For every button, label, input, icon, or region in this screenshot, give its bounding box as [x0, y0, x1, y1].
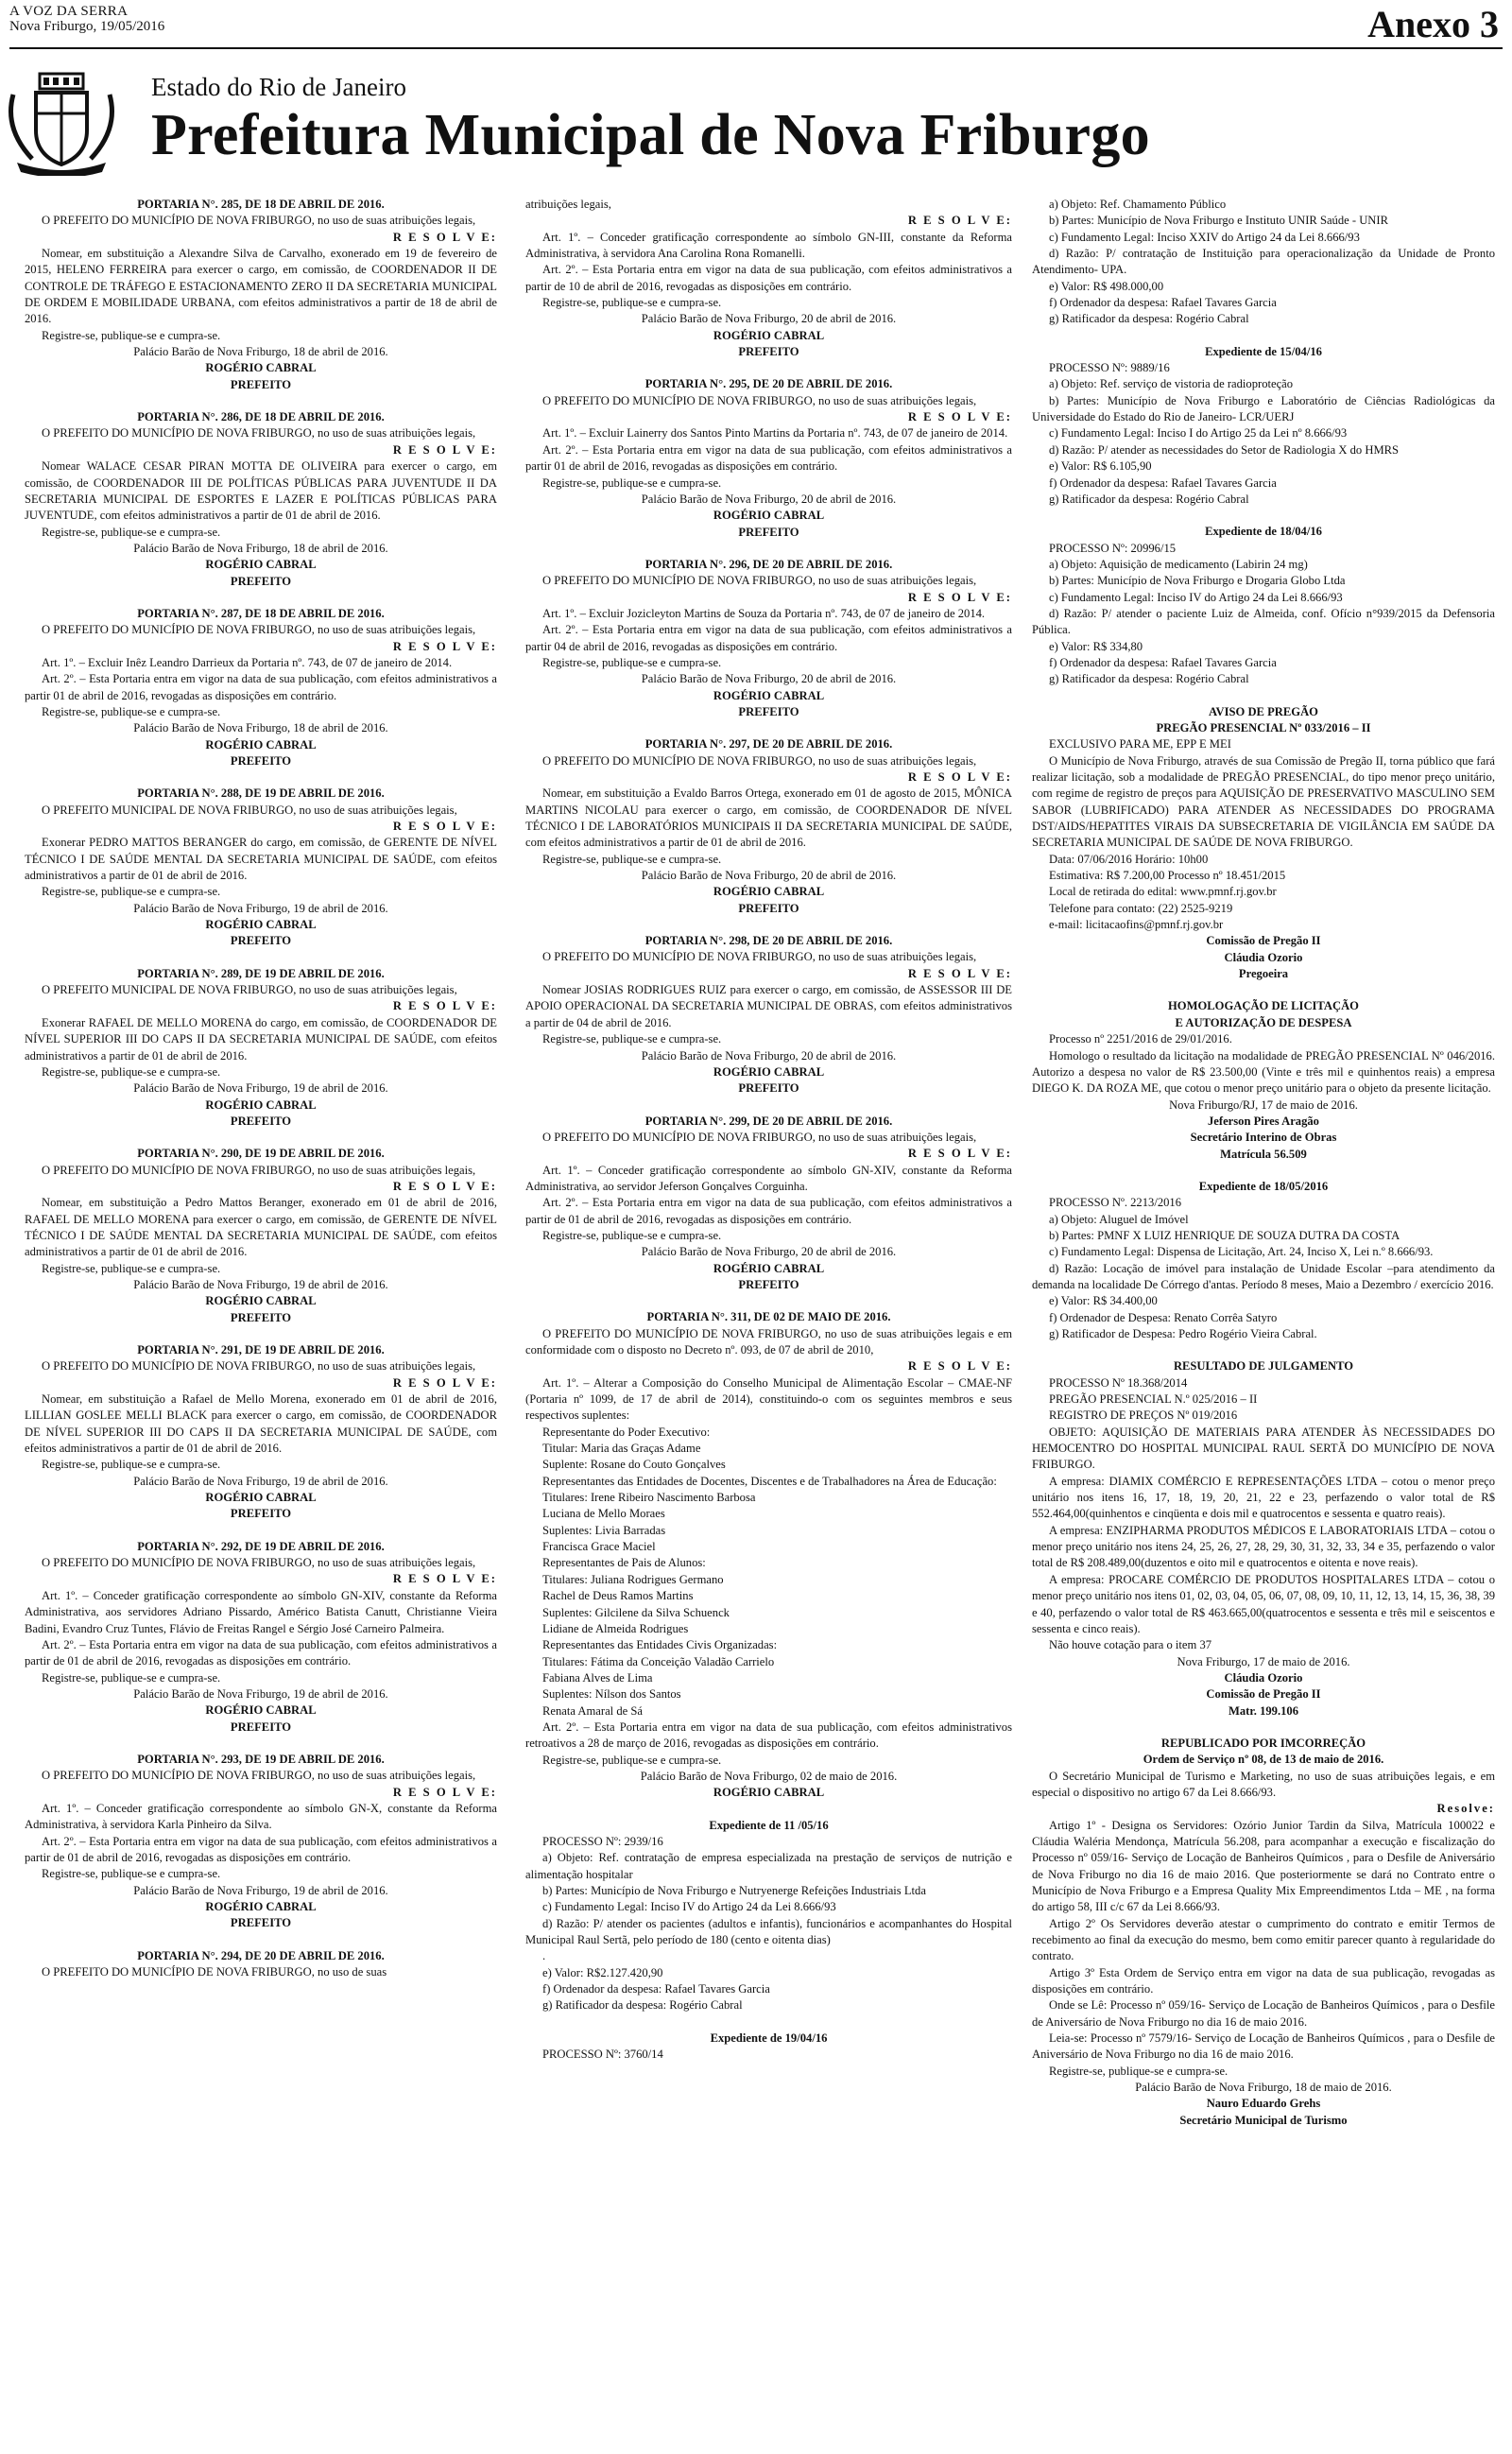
spacer — [525, 360, 1012, 376]
paragraph: O PREFEITO MUNICIPAL DE NOVA FRIBURGO, no uso de suas atribuições legais, — [42, 983, 457, 997]
column-1 — [25, 197, 497, 2450]
signature-line: Palácio Barão de Nova Friburgo, 19 de abril de 2016. — [133, 1883, 388, 1897]
paragraph: Art. 1º. – Conceder gratificação correspondente ao símbolo GN-XIV, constante da Reforma Administrativa, aos servidores Adriano Pissardo, Américo Batista Canutt, Christianne Vieira Badini, Evandro Cruz Tuntes, Flávio de Freitas Rangel e Sérgio José Carneiro Palmeira. — [25, 1588, 497, 1635]
header-rule — [9, 47, 1503, 49]
resolve-label: R E S O L V E: — [907, 1359, 1012, 1374]
paragraph: f) Ordenador da despesa: Rafael Tavares Garcia — [1049, 296, 1277, 310]
section-heading: PORTARIA N°. 295, DE 20 DE ABRIL DE 2016. — [644, 377, 893, 391]
spacer — [525, 720, 1012, 736]
section-heading: ROGÉRIO CABRAL — [713, 885, 825, 899]
paragraph: Art. 1º. – Excluir Jozicleyton Martins de Souza da Portaria nº. 743, de 07 de janeiro de 2014. — [542, 606, 986, 620]
paragraph: a) Objeto: Aluguel de Imóvel — [1049, 1212, 1189, 1226]
section-heading: ROGÉRIO CABRAL — [205, 737, 317, 752]
spacer — [525, 1802, 1012, 1818]
paragraph: Registre-se, publique-se e cumpra-se. — [42, 1261, 221, 1275]
section-heading: PORTARIA N°. 298, DE 20 DE ABRIL DE 2016. — [644, 934, 893, 948]
section-heading: PREFEITO — [230, 1916, 292, 1930]
section-heading: PORTARIA N°. 285, DE 18 DE ABRIL DE 2016. — [137, 198, 385, 211]
signature-line: Palácio Barão de Nova Friburgo, 19 de abril de 2016. — [133, 1081, 388, 1096]
signature-line: Palácio Barão de Nova Friburgo, 20 de abril de 2016. — [641, 869, 897, 883]
spacer — [1032, 1720, 1495, 1736]
paragraph: d) Razão: P/ atender o paciente Luiz de Almeida, conf. Ofício n°939/2015 da Defensoria Pública. — [1032, 606, 1495, 637]
paragraph: PROCESSO Nº: 9889/16 — [1049, 361, 1170, 375]
paragraph: Registre-se, publique-se e cumpra-se. — [42, 525, 221, 539]
section-heading: PREFEITO — [230, 574, 292, 588]
section-heading: REPUBLICADO POR IMCORREÇÃO — [1160, 1736, 1366, 1750]
paragraph: Nomear, em substituição a Alexandre Silva de Carvalho, exonerado em 19 de fevereiro de 2015, HELENO FERREIRA para exercer o cargo, em comissão, de COORDENADOR II DE CONTROLE DE TRÁFEGO E ESTACIONAMENTO ZERO II DA SECRETARIA MUNICIPAL DE ORDEM E MOBILIDADE URBANA, com efeitos administrativos a partir de 18 de abril de 2016. — [25, 247, 497, 326]
paragraph: O PREFEITO DO MUNICÍPIO DE NOVA FRIBURGO, no uso de suas atribuições legais, — [542, 574, 977, 588]
section-heading: PORTARIA N°. 288, DE 19 DE ABRIL DE 2016. — [137, 786, 385, 801]
paragraph: A empresa: ENZIPHARMA PRODUTOS MÉDICOS E LABORATORIAIS LTDA – cotou o menor preço unitário nos itens 24, 25, 26, 27, 28, 29, 30, 31, 32, 33, 34 e 35, perfazendo o valor total de R$ 208.489,00(duzentos e oito mil e quatrocentos e oitenta e nove reais). — [1032, 1523, 1495, 1570]
paragraph: c) Fundamento Legal: Dispensa de Licitação, Art. 24, Inciso X, Lei n.º 8.666/93. — [1049, 1245, 1434, 1259]
paragraph: Leia-se: Processo nº 7579/16- Serviço de Locação de Banheiros Químicos , para o Desfile de Aniversário de Nova Friburgo no dia 16 de maio 2016. — [1032, 2031, 1495, 2062]
paragraph: O PREFEITO DO MUNICÍPIO DE NOVA FRIBURGO, no uso de suas atribuições legais, — [42, 623, 476, 637]
publication-date: Nova Friburgo, 19/05/2016 — [9, 19, 165, 34]
section-heading: PORTARIA N°. 296, DE 20 DE ABRIL DE 2016. — [644, 557, 893, 571]
annex-label: Anexo 3 — [1367, 3, 1499, 45]
paragraph: O PREFEITO DO MUNICÍPIO DE NOVA FRIBURGO, no uso de suas atribuições legais, — [42, 426, 476, 441]
paragraph: Registre-se, publique-se e cumpra-se. — [42, 1458, 221, 1472]
paragraph: Suplente: Rosane do Couto Gonçalves — [542, 1458, 726, 1472]
spacer — [1032, 1163, 1495, 1179]
paragraph: PROCESSO Nº: 3760/14 — [542, 2048, 663, 2062]
paragraph: Nomear, em substituição a Rafael de Mello Morena, exonerado em 01 de abril de 2016, LILLIAN GOSLEE MELLI BLACK para exercer o cargo, em comissão, de COORDENADOR DE NÍVEL SUPERIOR III DO CAPS II DA SECRETARIA MUNICIPAL DE SAÚDE, com efeitos administrativos a partir de 01 de abril de 2016. — [25, 1392, 497, 1456]
paragraph: A empresa: DIAMIX COMÉRCIO E REPRESENTAÇÕES LTDA – cotou o menor preço unitário nos itens 16, 17, 18, 19, 20, 21, 22 e 23, perfazendo o valor total de R$ 552.464,00(quinhentos e cinqüenta e dois mil e quatrocentos e sessenta e quatro reais). — [1032, 1474, 1495, 1521]
paragraph: g) Ratificador da despesa: Rogério Cabral — [1049, 672, 1249, 686]
section-heading: PORTARIA N°. 291, DE 19 DE ABRIL DE 2016. — [137, 1343, 385, 1357]
spacer — [25, 590, 497, 606]
section-heading: HOMOLOGAÇÃO DE LICITAÇÃO — [1168, 999, 1359, 1013]
signature-line: Palácio Barão de Nova Friburgo, 20 de abril de 2016. — [641, 492, 897, 506]
paragraph: Art. 1º. – Conceder gratificação correspondente ao símbolo GN-XIV, constante da Reforma Administrativa, ao servidor Jeferson Gonçalves Corguinha. — [525, 1163, 1012, 1193]
section-heading: Comissão de Pregão II — [1206, 1687, 1321, 1702]
section-heading: Ordem de Serviço nº 08, de 13 de maio de 2016. — [1143, 1753, 1384, 1767]
signature-line: Palácio Barão de Nova Friburgo, 20 de abril de 2016. — [641, 1245, 897, 1259]
paragraph: a) Objeto: Aquisição de medicamento (Labirin 24 mg) — [1049, 557, 1308, 571]
paragraph: Onde se Lê: Processo nº 059/16- Serviço de Locação de Banheiros Químicos , para o Desfile de Aniversário de Nova Friburgo no dia 16 de maio 2016. — [1032, 1998, 1495, 2029]
paragraph: Art. 1º. – Alterar a Composição do Conselho Municipal de Alimentação Escolar – CMAE-NF (Portaria nº 1099, de 17 de abril de 2014), constituindo-o com os seguintes membros e seus respectivos suplentes: — [525, 1375, 1012, 1423]
section-heading: Comissão de Pregão II — [1206, 934, 1321, 948]
paragraph: b) Partes: Município de Nova Friburgo e Instituto UNIR Saúde - UNIR — [1049, 214, 1388, 228]
paragraph: Representantes de Pais de Alunos: — [542, 1556, 706, 1570]
resolve-label: R E S O L V E: — [907, 966, 1012, 980]
page-title: Prefeitura Municipal de Nova Friburgo — [151, 103, 1150, 167]
signature-line: Palácio Barão de Nova Friburgo, 19 de abril de 2016. — [133, 1686, 388, 1701]
paragraph: Representantes das Entidades de Docentes, Discentes e de Trabalhadores na Área de Educação: — [542, 1474, 997, 1488]
resolve-label: Resolve: — [1436, 1802, 1495, 1816]
paragraph: atribuições legais, — [525, 198, 611, 211]
resolve-label: R E S O L V E: — [907, 770, 1012, 784]
paragraph: Art. 1º. – Conceder gratificação correspondente ao símbolo GN-X, constante da Reforma Administrativa, à servidora Karla Pinheiro da Silva. — [25, 1801, 497, 1832]
paragraph: O Secretário Municipal de Turismo e Marketing, no uso de suas atribuições legais, e em especial o dispositivo no artigo 67 da Lei 8.666/93. — [1032, 1769, 1495, 1799]
section-heading: PREFEITO — [230, 1507, 292, 1521]
paragraph: Registre-se, publique-se e cumpra-se. — [542, 475, 722, 490]
paragraph: O PREFEITO DO MUNICÍPIO DE NOVA FRIBURGO, no uso de suas atribuições legais, — [42, 214, 476, 228]
paragraph: O PREFEITO DO MUNICÍPIO DE NOVA FRIBURGO, no uso de suas atribuições legais, — [542, 950, 977, 964]
section-heading: PORTARIA N°. 292, DE 19 DE ABRIL DE 2016. — [137, 1539, 385, 1553]
section-heading: ROGÉRIO CABRAL — [205, 558, 317, 572]
resolve-label: R E S O L V E: — [392, 1785, 497, 1799]
paragraph: Luciana de Mello Moraes — [542, 1507, 665, 1521]
resolve-label: R E S O L V E: — [907, 590, 1012, 604]
resolve-label: R E S O L V E: — [907, 410, 1012, 424]
paragraph: Processo nº 2251/2016 de 29/01/2016. — [1049, 1032, 1232, 1046]
section-heading: ROGÉRIO CABRAL — [205, 1900, 317, 1913]
resolve-label: R E S O L V E: — [392, 1375, 497, 1390]
section-heading: Expediente de 19/04/16 — [710, 2031, 828, 2045]
paragraph: b) Partes: Município de Nova Friburgo e Laboratório de Ciências Radiológicas da Universidade do Estado do Rio de Janeiro- LCR/UERJ — [1032, 393, 1495, 424]
section-heading: Expediente de 18/05/2016 — [1198, 1179, 1329, 1193]
spacer — [25, 1326, 497, 1342]
paragraph: Art. 2º. – Esta Portaria entra em vigor na data de sua publicação, com efeitos administrativos a partir 01 de abril de 2016, revogadas as disposições em contrário. — [525, 442, 1012, 474]
section-heading: Pregoeira — [1238, 967, 1289, 981]
paragraph: Nomear, em substituição a Pedro Mattos Beranger, exonerado em 01 de abril de 2016, RAFAEL DE MELLO MORENA para exercer o cargo, em comissão, de GERENTE DE NÍVEL TÉCNICO I DE SAÚDE MENTAL DA SECRETARIA MUNICIPAL DE SAÚDE, com efeitos administrativos a partir de 01 de abril de 2016. — [25, 1196, 497, 1259]
paragraph: b) Partes: PMNF X LUIZ HENRIQUE DE SOUZA DUTRA DA COSTA — [1049, 1228, 1400, 1242]
section-heading: ROGÉRIO CABRAL — [713, 1786, 825, 1800]
spacer — [25, 1130, 497, 1146]
paragraph: Rachel de Deus Ramos Martins — [542, 1589, 694, 1603]
state-name: Estado do Rio de Janeiro — [151, 73, 406, 101]
spacer — [1032, 1342, 1495, 1358]
paragraph: Suplentes: Livia Barradas — [542, 1523, 666, 1537]
paragraph: Fabiana Alves de Lima — [542, 1670, 653, 1685]
paragraph: a) Objeto: Ref. serviço de vistoria de radioproteção — [1049, 377, 1294, 391]
newspaper-name: A VOZ DA SERRA — [9, 4, 129, 19]
paragraph: Renata Amaral de Sá — [542, 1703, 643, 1718]
paragraph: Registre-se, publique-se e cumpra-se. — [42, 1064, 221, 1079]
signature-line: Nova Friburgo/RJ, 17 de maio de 2016. — [1169, 1097, 1358, 1112]
resolve-label: R E S O L V E: — [392, 230, 497, 244]
paragraph: Registre-se, publique-se e cumpra-se. — [42, 1670, 221, 1685]
section-heading: PREFEITO — [738, 704, 799, 718]
paragraph: Representantes das Entidades Civis Organizadas: — [542, 1638, 778, 1652]
paragraph: f) Ordenador da despesa: Rafael Tavares Garcia — [542, 1982, 770, 1996]
paragraph: d) Razão: P/ atender as necessidades do Setor de Radiologia X do HMRS — [1049, 442, 1400, 457]
paragraph: Titulares: Fátima da Conceição Valadão Carrielo — [542, 1654, 775, 1668]
paragraph: Art. 2º. – Esta Portaria entra em vigor na data de sua publicação, com efeitos administrativos a partir de 01 de abril de 2016, revogadas as disposições em contrário. — [25, 1637, 497, 1668]
resolve-label: R E S O L V E: — [907, 214, 1012, 228]
section-heading: ROGÉRIO CABRAL — [205, 1294, 317, 1308]
section-heading: PORTARIA N°. 297, DE 20 DE ABRIL DE 2016. — [644, 737, 893, 752]
column-2 — [525, 197, 1012, 2450]
signature-line: Palácio Barão de Nova Friburgo, 19 de abril de 2016. — [133, 1277, 388, 1291]
paragraph: Estimativa: R$ 7.200,00 Processo nº 18.451/2015 — [1049, 869, 1286, 883]
paragraph: Artigo 1º - Designa os Servidores: Ozório Junior Tardin da Silva, Matrícula 100022 e Cláudia Waléria Mendonça, Matrícula 56.208, para acompanhar a execução e fiscalização do Processo nº 059/16- Serviço de Locação de Banheiros Químicos , para o Desfile de Aniversário de Nova Friburgo no dia 16 de maio 2016. Que posteriormente se dará no Contrato entre o Município de Nova Friburgo e a Empresa Quality Mix Empreendimentos Ltda – ME , na forma do artigo 58, III c/c 67 da Lei 8.666/93. — [1032, 1818, 1495, 1914]
paragraph: Nomear WALACE CESAR PIRAN MOTTA DE OLIVEIRA para exercer o cargo, em comissão, de COORDENADOR III DE POLÍTICAS PÚBLICAS PARA JUVENTUDE II DA SECRETARIA MUNICIPAL DE ESPORTES E LAZER E POLÍTICAS PÚBLICAS PARA JUVENTUDE, com efeitos administrativos a partir de 01 de abril de 2016. — [25, 459, 497, 523]
paragraph: c) Fundamento Legal: Inciso XXIV do Artigo 24 da Lei 8.666/93 — [1049, 230, 1360, 244]
section-heading: ROGÉRIO CABRAL — [713, 328, 825, 342]
paragraph: O PREFEITO DO MUNICÍPIO DE NOVA FRIBURGO, no uso de suas atribuições legais, — [42, 1163, 476, 1177]
paragraph: O PREFEITO MUNICIPAL DE NOVA FRIBURGO, no uso de suas atribuições legais, — [42, 803, 457, 817]
paragraph: Art. 2º. – Esta Portaria entra em vigor na data de sua publicação, com efeitos administrativos retroativos a 28 de março de 2016, revogadas as disposições em contrário. — [525, 1720, 1012, 1751]
paragraph: Representante do Poder Executivo: — [542, 1425, 711, 1439]
section-heading: AVISO DE PREGÃO — [1209, 704, 1318, 718]
paragraph: Registre-se, publique-se e cumpra-se. — [42, 704, 221, 718]
section-heading: PORTARIA N°. 290, DE 19 DE ABRIL DE 2016. — [137, 1147, 385, 1161]
paragraph: PROCESSO Nº: 2939/16 — [542, 1834, 663, 1848]
paragraph: g) Ratificador da despesa: Rogério Cabral — [1049, 312, 1249, 326]
spacer — [25, 1736, 497, 1752]
section-heading: ROGÉRIO CABRAL — [713, 688, 825, 702]
section-heading: Cláudia Ozorio — [1224, 1670, 1303, 1685]
paragraph: O PREFEITO DO MUNICÍPIO DE NOVA FRIBURGO, no uso de suas atribuições legais, — [542, 393, 977, 407]
section-heading: Secretário Municipal de Turismo — [1179, 2113, 1348, 2127]
signature-line: Palácio Barão de Nova Friburgo, 19 de abril de 2016. — [133, 901, 388, 915]
page-header — [9, 4, 1503, 45]
section-heading: PREFEITO — [738, 525, 799, 539]
paragraph: Art. 2º. – Esta Portaria entra em vigor na data de sua publicação, com efeitos administrativos a partir de 01 de abril de 2016, revogadas as disposições em contrário. — [25, 1834, 497, 1864]
paragraph: Registre-se, publique-se e cumpra-se. — [542, 1032, 722, 1046]
spacer — [525, 2014, 1012, 2031]
section-heading: Cláudia Ozorio — [1224, 950, 1303, 964]
paragraph: . — [542, 1949, 546, 1963]
section-heading: Secretário Interino de Obras — [1190, 1131, 1337, 1145]
section-heading: PREFEITO — [230, 754, 292, 768]
paragraph: f) Ordenador da despesa: Rafael Tavares Garcia — [1049, 655, 1277, 669]
section-heading: ROGÉRIO CABRAL — [713, 1261, 825, 1275]
paragraph: Não houve cotação para o item 37 — [1049, 1638, 1212, 1652]
section-heading: RESULTADO DE JULGAMENTO — [1173, 1359, 1354, 1374]
paragraph: Homologo o resultado da licitação na modalidade de PREGÃO PRESENCIAL Nº 046/2016. Autorizo a despesa no valor de R$ 23.500,00 (Vinte e três mil e quinhentos reais) a empresa DIEGO K. DA ROZA ME, que cotou o menor preço unitário para o objeto da presente licitação. — [1032, 1048, 1495, 1096]
paragraph: Titular: Maria das Graças Adame — [542, 1442, 701, 1456]
section-heading: Expediente de 18/04/16 — [1205, 525, 1322, 539]
spacer — [525, 541, 1012, 557]
paragraph: Registre-se, publique-se e cumpra-se. — [542, 1753, 722, 1767]
paragraph: O PREFEITO DO MUNICÍPIO DE NOVA FRIBURGO, no uso de suas atribuições legais, — [542, 753, 977, 768]
section-heading: Expediente de 15/04/16 — [1205, 344, 1322, 358]
signature-line: Palácio Barão de Nova Friburgo, 02 de maio de 2016. — [640, 1769, 898, 1783]
paragraph: Art. 1º. – Conceder gratificação correspondente ao símbolo GN-III, constante da Reforma Administrativa, à servidora Ana Carolina Rona Romanelli. — [525, 230, 1012, 261]
paragraph: Art. 2º. – Esta Portaria entra em vigor na data de sua publicação, com efeitos administrativos a partir de 01 de abril de 2016, revogadas as disposições em contrário. — [525, 1196, 1012, 1226]
resolve-label: R E S O L V E: — [392, 820, 497, 834]
paragraph: O PREFEITO DO MUNICÍPIO DE NOVA FRIBURGO, no uso de suas atribuições legais, — [42, 1769, 476, 1783]
spacer — [1032, 982, 1495, 998]
paragraph: Art. 2º. – Esta Portaria entra em vigor na data de sua publicação, com efeitos administrativos a partir de 10 de abril de 2016, revogadas as disposições em contrário. — [525, 263, 1012, 293]
signature-line: Palácio Barão de Nova Friburgo, 18 de abril de 2016. — [133, 721, 388, 735]
spacer — [1032, 328, 1495, 344]
section-heading: PREFEITO — [738, 1277, 799, 1291]
spacer — [25, 393, 497, 409]
spacer — [25, 769, 497, 786]
paragraph: Exonerar RAFAEL DE MELLO MORENA do cargo, em comissão, de COORDENADOR DE NÍVEL SUPERIOR III DO CAPS II DA SECRETARIA MUNICIPAL DE SAÚDE, com efeitos administrativos a partir de 01 de abril de 2016. — [25, 1015, 497, 1063]
signature-line: Palácio Barão de Nova Friburgo, 18 de abril de 2016. — [133, 541, 388, 555]
paragraph: Lidiane de Almeida Rodrigues — [542, 1621, 689, 1635]
paragraph: a) Objeto: Ref. Chamamento Público — [1049, 198, 1227, 211]
section-heading: PREFEITO — [230, 1114, 292, 1128]
section-heading: Jeferson Pires Aragão — [1208, 1114, 1319, 1128]
spacer — [1032, 508, 1495, 524]
paragraph: Registre-se, publique-se e cumpra-se. — [42, 1867, 221, 1881]
paragraph: Art. 2º. – Esta Portaria entra em vigor na data de sua publicação, com efeitos administrativos a partir 01 de abril de 2016, revogadas as disposições em contrário. — [25, 672, 497, 702]
paragraph: c) Fundamento Legal: Inciso IV do Artigo 24 da Lei 8.666/93 — [1049, 590, 1343, 604]
spacer — [525, 1097, 1012, 1114]
paragraph: b) Partes: Município de Nova Friburgo e Drogaria Globo Ltda — [1049, 574, 1346, 588]
section-heading: Matr. 199.106 — [1228, 1703, 1299, 1718]
paragraph: EXCLUSIVO PARA ME, EPP E MEI — [1049, 737, 1231, 752]
paragraph: Registre-se, publique-se e cumpra-se. — [1049, 2064, 1228, 2078]
paragraph: A empresa: PROCARE COMÉRCIO DE PRODUTOS HOSPITALARES LTDA – cotou o menor preço unitário nos itens 01, 02, 03, 04, 05, 06, 07, 08, 09, 10, 11, 12, 13, 14, 15, 36, 38, 39 e 40, perfazendo o valor total de R$ 463.665,00(quatrocentos e sessenta e três mil e seiscentos e sessenta e cinco reais). — [1032, 1572, 1495, 1635]
section-heading: Matrícula 56.509 — [1220, 1147, 1307, 1161]
paragraph: O PREFEITO DO MUNICÍPIO DE NOVA FRIBURGO, no uso de suas atribuições legais e em conformidade com o disposto no Decreto nº. 093, de 07 de abril de 2010, — [525, 1326, 1012, 1357]
paragraph: e) Valor: R$ 6.105,90 — [1049, 459, 1152, 474]
spacer — [525, 1293, 1012, 1309]
paragraph: Data: 07/06/2016 Horário: 10h00 — [1049, 852, 1209, 866]
section-heading: PORTARIA N°. 294, DE 20 DE ABRIL DE 2016. — [137, 1948, 385, 1962]
paragraph: PREGÃO PRESENCIAL N.º 025/2016 – II — [1049, 1392, 1258, 1407]
paragraph: c) Fundamento Legal: Inciso I do Artigo 25 da Lei nº 8.666/93 — [1049, 426, 1348, 441]
paragraph: Telefone para contato: (22) 2525-9219 — [1049, 901, 1233, 915]
section-heading: PREFEITO — [230, 377, 292, 391]
columns-container — [25, 197, 1495, 2450]
section-heading: PORTARIA N°. 299, DE 20 DE ABRIL DE 2016. — [644, 1114, 893, 1128]
section-heading: ROGÉRIO CABRAL — [205, 1097, 317, 1112]
coat-of-arms-icon — [0, 72, 123, 176]
signature-line: Palácio Barão de Nova Friburgo, 20 de abril de 2016. — [641, 312, 897, 326]
paragraph: Registre-se, publique-se e cumpra-se. — [542, 852, 722, 866]
paragraph: O PREFEITO DO MUNICÍPIO DE NOVA FRIBURGO, no uso de suas atribuições legais, — [42, 1359, 476, 1374]
section-heading: ROGÉRIO CABRAL — [713, 509, 825, 523]
paragraph: PROCESSO Nº 18.368/2014 — [1049, 1375, 1188, 1390]
section-heading: PREFEITO — [738, 1081, 799, 1096]
paragraph: Suplentes: Nílson dos Santos — [542, 1687, 681, 1702]
paragraph: g) Ratificador de Despesa: Pedro Rogério Vieira Cabral. — [1049, 1327, 1317, 1340]
paragraph: Registre-se, publique-se e cumpra-se. — [542, 655, 722, 669]
paragraph: Exonerar PEDRO MATTOS BERANGER do cargo, em comissão, de GERENTE DE NÍVEL TÉCNICO I DE SAÚDE MENTAL DA SECRETARIA MUNICIPAL DE SAÚDE, com efeitos administrativos a partir de 01 de abril de 2016. — [25, 836, 497, 883]
section-heading: PORTARIA N°. 286, DE 18 DE ABRIL DE 2016. — [137, 410, 385, 424]
section-heading: PORTARIA N°. 311, DE 02 DE MAIO DE 2016. — [646, 1310, 891, 1324]
paragraph: O PREFEITO DO MUNICÍPIO DE NOVA FRIBURGO, no uso de suas atribuições legais, — [542, 1130, 977, 1144]
section-heading: PORTARIA N°. 293, DE 19 DE ABRIL DE 2016. — [137, 1752, 385, 1766]
column-3 — [1032, 197, 1495, 2450]
paragraph: Registre-se, publique-se e cumpra-se. — [542, 1228, 722, 1242]
signature-line: Palácio Barão de Nova Friburgo, 18 de maio de 2016. — [1135, 2081, 1392, 2095]
resolve-label: R E S O L V E: — [392, 442, 497, 457]
paragraph: e) Valor: R$ 334,80 — [1049, 639, 1143, 653]
section-heading: PREFEITO — [738, 345, 799, 359]
section-heading: PREFEITO — [230, 1720, 292, 1734]
paragraph: PROCESSO Nº: 20996/15 — [1049, 541, 1177, 555]
section-heading: ROGÉRIO CABRAL — [205, 1703, 317, 1718]
spacer — [25, 950, 497, 966]
paragraph: b) Partes: Município de Nova Friburgo e Nutryenerge Refeições Industriais Ltda — [542, 1884, 926, 1897]
paragraph: O PREFEITO DO MUNICÍPIO DE NOVA FRIBURGO, no uso de suas — [42, 1965, 387, 1979]
paragraph: Francisca Grace Maciel — [542, 1540, 656, 1554]
paragraph: Registre-se, publique-se e cumpra-se. — [42, 328, 221, 342]
section-heading: Nauro Eduardo Grehs — [1206, 2097, 1321, 2111]
signature-line: Nova Friburgo, 17 de maio de 2016. — [1177, 1654, 1350, 1668]
paragraph: Nomear, em substituição a Evaldo Barros Ortega, exonerado em 01 de agosto de 2015, MÔNICA MARTINS NICOLAU para exercer o cargo, em comissão, de COORDENADOR DE NÍVEL TÉCNICO I DE LABORATÓRIOS MUNICIPAIS II DA SECRETARIA MUNICIPAL DE SAÚDE, com efeitos administrativos a partir de 01 de abril de 2016. — [525, 786, 1012, 850]
paragraph: REGISTRO DE PREÇOS Nº 019/2016 — [1049, 1408, 1238, 1423]
paragraph: e) Valor: R$2.127.420,90 — [542, 1965, 663, 1979]
paragraph: f) Ordenador da despesa: Rafael Tavares Garcia — [1049, 475, 1277, 490]
section-heading: ROGÉRIO CABRAL — [205, 361, 317, 375]
resolve-label: R E S O L V E: — [392, 1179, 497, 1193]
paragraph: Artigo 2º Os Servidores deverão atestar o cumprimento do contrato e emitir Termos de recebimento ao final da execução do mesmo, bem como emitir parecer quanto à regularidade do contrato. — [1032, 1916, 1495, 1963]
section-heading: ROGÉRIO CABRAL — [205, 918, 317, 932]
paragraph: Registre-se, publique-se e cumpra-se. — [542, 296, 722, 310]
masthead — [151, 72, 1380, 185]
paragraph: Art. 1º. – Excluir Inêz Leandro Darrieux da Portaria nº. 743, de 07 de janeiro de 2014. — [42, 655, 453, 669]
paragraph: Art. 2º. – Esta Portaria entra em vigor na data de sua publicação, com efeitos administrativos a partir 04 de abril de 2016, revogadas as disposições em contrário. — [525, 623, 1012, 653]
section-heading: PORTARIA N°. 287, DE 18 DE ABRIL DE 2016. — [137, 606, 385, 620]
spacer — [1032, 688, 1495, 704]
paragraph: g) Ratificador da despesa: Rogério Cabral — [1049, 492, 1249, 506]
paragraph: Suplentes: Gilcilene da Silva Schuenck — [542, 1605, 730, 1619]
section-heading: ROGÉRIO CABRAL — [205, 1491, 317, 1505]
paragraph: Titulares: Juliana Rodrigues Germano — [542, 1572, 724, 1586]
paragraph: d) Razão: P/ atender os pacientes (adultos e infantis), funcionários e acompanhantes do Hospital Municipal Raul Sertã, pelo período de 180 (cento e oitenta dias) — [525, 1916, 1012, 1947]
paragraph: g) Ratificador da despesa: Rogério Cabral — [542, 1998, 743, 2013]
paragraph: Titulares: Irene Ribeiro Nascimento Barbosa — [542, 1491, 756, 1505]
resolve-label: R E S O L V E: — [392, 1572, 497, 1586]
paragraph: a) Objeto: Ref. contratação de empresa especializada na prestação de serviços de nutrição e alimentação hospitalar — [525, 1851, 1012, 1881]
signature-line: Palácio Barão de Nova Friburgo, 20 de abril de 2016. — [641, 672, 897, 686]
section-heading: PREGÃO PRESENCIAL Nº 033/2016 – II — [1156, 720, 1371, 734]
resolve-label: R E S O L V E: — [392, 639, 497, 653]
paragraph: e) Valor: R$ 34.400,00 — [1049, 1294, 1158, 1308]
paragraph: Registre-se, publique-se e cumpra-se. — [42, 885, 221, 899]
paragraph: OBJETO: AQUISIÇÃO DE MATERIAIS PARA ATENDER ÀS NECESSIDADES DO HEMOCENTRO DO HOSPITAL MUNICIPAL RAUL SERTÃ DO MUNICÍPIO DE NOVA FRIBURGO. — [1032, 1425, 1495, 1472]
section-heading: ROGÉRIO CABRAL — [713, 1064, 825, 1079]
paragraph: O Município de Nova Friburgo, através de sua Comissão de Pregão II, torna público que fará realizar licitação, sob a modalidade de PREGÃO PRESENCIAL, do tipo menor preço unitário, com regime de registro de preços para AQUISIÇÃO DE PRESERVATIVO MASCULINO SEM SABOR (LUBRIFICADO) PARA ATENDER AS NECESSIDADES DO PROGRAMA DST/AIDS/HEPATITES VIRAIS DA SUBSECRETARIA DE VIGILÂNCIA EM SAÚDE DA SECRETARIA MUNICIPAL DE SAÚDE DE NOVA FRIBURGO. — [1032, 753, 1495, 850]
resolve-label: R E S O L V E: — [907, 1147, 1012, 1161]
paragraph: Art. 1º. – Excluir Lainerry dos Santos Pinto Martins da Portaria nº. 743, de 07 de janeiro de 2014. — [542, 426, 1008, 441]
paragraph: c) Fundamento Legal: Inciso IV do Artigo 24 da Lei 8.666/93 — [542, 1900, 836, 1914]
section-heading: E AUTORIZAÇÃO DE DESPESA — [1175, 1015, 1352, 1029]
paragraph: f) Ordenador de Despesa: Renato Corrêa Satyro — [1049, 1310, 1278, 1324]
signature-line: Palácio Barão de Nova Friburgo, 18 de abril de 2016. — [133, 345, 388, 359]
spacer — [25, 1523, 497, 1539]
section-heading: PREFEITO — [738, 901, 799, 915]
section-heading: PREFEITO — [230, 934, 292, 948]
paragraph: d) Razão: P/ contratação de Instituição para operacionalização da Unidade de Pronto Atendimento- UPA. — [1032, 247, 1495, 277]
resolve-label: R E S O L V E: — [392, 999, 497, 1013]
signature-line: Palácio Barão de Nova Friburgo, 19 de abril de 2016. — [133, 1474, 388, 1488]
paragraph: e) Valor: R$ 498.000,00 — [1049, 279, 1164, 293]
section-heading: PREFEITO — [230, 1310, 292, 1324]
section-heading: PORTARIA N°. 289, DE 19 DE ABRIL DE 2016. — [137, 966, 385, 980]
paragraph: Local de retirada do edital: www.pmnf.rj.gov.br — [1049, 885, 1277, 899]
paragraph: Nomear JOSIAS RODRIGUES RUIZ para exercer o cargo, em comissão, de ASSESSOR III DE APOIO OPERACIONAL DA SECRETARIA MUNICIPAL DE OBRAS, com efeitos administrativos a partir de 04 de abril de 2016. — [525, 983, 1012, 1029]
spacer — [525, 917, 1012, 933]
paragraph: e-mail: licitacaofins@pmnf.rj.gov.br — [1049, 918, 1224, 932]
paragraph: PROCESSO Nº. 2213/2016 — [1049, 1196, 1182, 1210]
paragraph: Artigo 3º Esta Ordem de Serviço entra em vigor na data de sua publicação, revogadas as disposições em contrário. — [1032, 1965, 1495, 1996]
spacer — [25, 1932, 497, 1948]
section-heading: Expediente de 11 /05/16 — [709, 1818, 829, 1832]
paragraph: d) Razão: Locação de imóvel para instalação de Unidade Escolar –para atendimento da demanda na localidade De Córrego d'antas. Período 8 meses, Maio a Dezembro / exercício 2016. — [1032, 1261, 1495, 1291]
paragraph: O PREFEITO DO MUNICÍPIO DE NOVA FRIBURGO, no uso de suas atribuições legais, — [42, 1556, 476, 1570]
signature-line: Palácio Barão de Nova Friburgo, 20 de abril de 2016. — [641, 1048, 897, 1063]
